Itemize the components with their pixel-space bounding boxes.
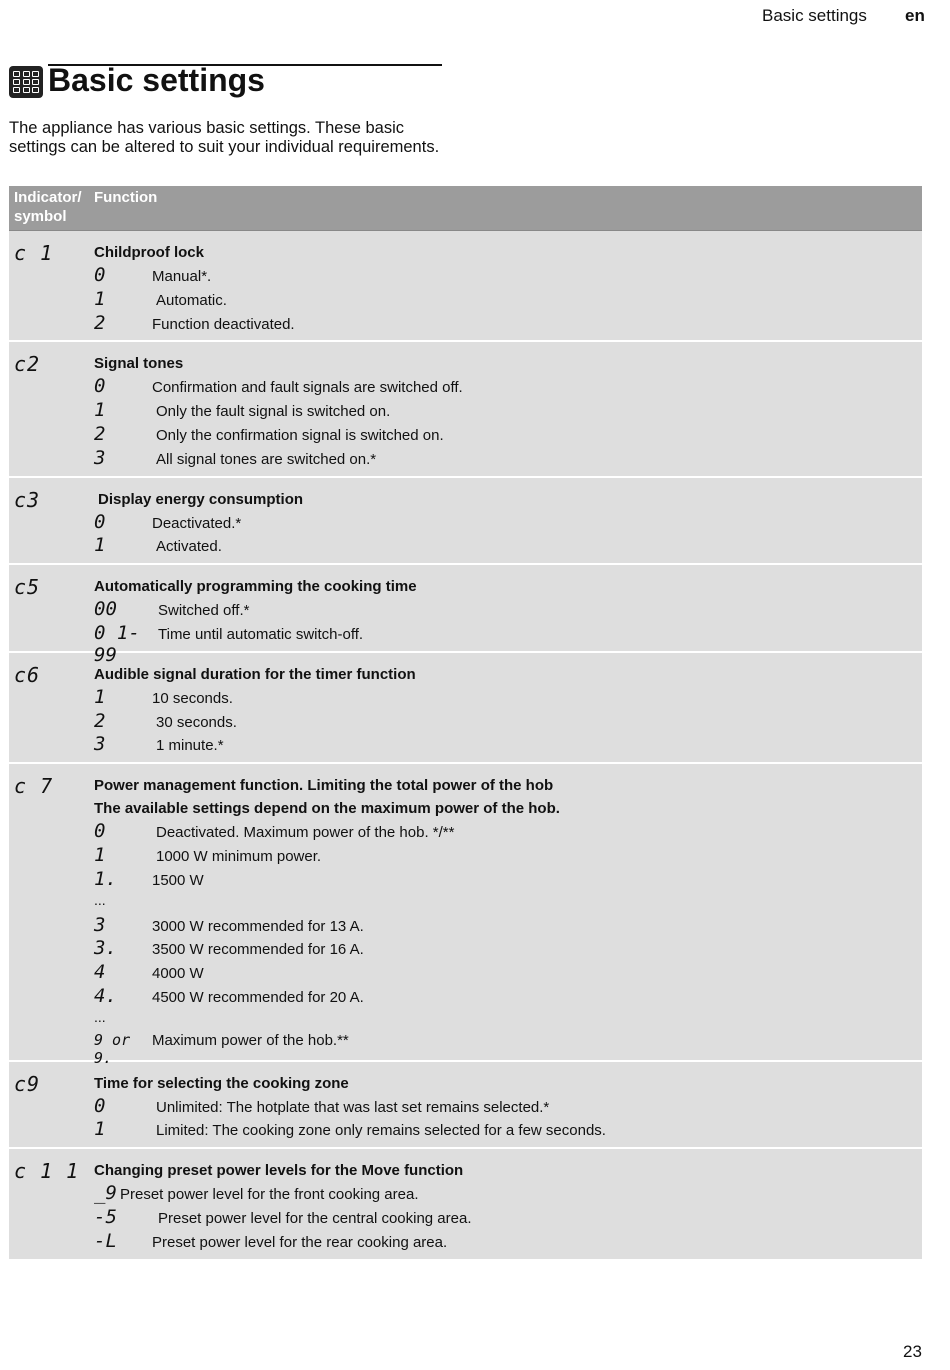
indicator-code: c6 bbox=[14, 662, 41, 687]
option-item bbox=[94, 264, 922, 288]
option-code: 3 bbox=[94, 733, 106, 756]
option-item bbox=[94, 937, 922, 961]
option-text: Time until automatic switch-off. bbox=[158, 625, 364, 643]
indicator-code: c2 bbox=[14, 352, 41, 377]
option-text: Limited: The cooking zone only remains selected for a few seconds. bbox=[156, 1122, 606, 1140]
function-title: Childproof lock bbox=[94, 244, 204, 261]
column-header-indicator: Indicator/ symbol bbox=[14, 189, 82, 225]
intro-paragraph: The appliance has various basic settings. These basic settings can be altered to suit your individual requirements. bbox=[9, 119, 440, 156]
option-text: Deactivated. Maximum power of the hob. */** bbox=[156, 824, 455, 842]
function-title: Signal tones bbox=[94, 355, 184, 373]
table-row bbox=[9, 565, 922, 666]
option-item bbox=[94, 1182, 922, 1206]
option-item bbox=[94, 985, 922, 1009]
option-code: 0 bbox=[94, 264, 106, 286]
indicator-code: c9 bbox=[14, 1071, 41, 1096]
option-item bbox=[94, 733, 922, 757]
option-code: 00 bbox=[94, 598, 117, 621]
option-code: _9 bbox=[94, 1182, 117, 1205]
option-code: 3 bbox=[94, 446, 106, 469]
option-text: Activated. bbox=[156, 538, 222, 556]
option-item bbox=[94, 686, 922, 710]
option-text: 10 seconds. bbox=[152, 689, 233, 707]
option-text: 3000 W recommended for 13 A. bbox=[152, 917, 364, 935]
page-number: 23 bbox=[903, 1342, 922, 1361]
option-text: 4500 W recommended for 20 A. bbox=[152, 988, 364, 1006]
option-item bbox=[94, 1118, 922, 1142]
option-code: -5 bbox=[94, 1205, 117, 1228]
indicator-code: c5 bbox=[14, 575, 41, 600]
option-code: -L bbox=[94, 1229, 117, 1252]
option-text: 30 seconds. bbox=[156, 713, 237, 731]
option-text: 4000 W bbox=[152, 965, 204, 983]
option-text: 1000 W minimum power. bbox=[156, 847, 322, 865]
option-item bbox=[94, 820, 922, 844]
option-item bbox=[94, 844, 922, 868]
option-item bbox=[94, 447, 922, 471]
option-text: Only the fault signal is switched on. bbox=[156, 403, 391, 421]
option-text: Manual*. bbox=[152, 268, 212, 285]
option-item bbox=[94, 288, 922, 312]
option-code: 1 bbox=[94, 399, 106, 422]
option-text: Function deactivated. bbox=[152, 315, 295, 333]
option-text: Switched off.* bbox=[158, 602, 250, 620]
indicator-code: c 7 bbox=[14, 774, 54, 799]
option-text: All signal tones are switched on.* bbox=[156, 450, 377, 468]
table-row bbox=[9, 478, 922, 566]
indicator-code: c 1 bbox=[14, 241, 54, 265]
function-subtitle: The available settings depend on the maximum power of the hob. bbox=[94, 800, 560, 818]
option-text: 1500 W bbox=[152, 871, 204, 889]
option-code: 4. bbox=[94, 984, 117, 1007]
function-title: Changing preset power levels for the Move function bbox=[94, 1162, 464, 1180]
option-item bbox=[94, 1206, 922, 1230]
settings-table bbox=[9, 186, 922, 1259]
function-title: Display energy consumption bbox=[98, 490, 304, 508]
option-code: 2 bbox=[94, 422, 106, 445]
option-code: 3. bbox=[94, 937, 117, 960]
ellipsis: ... bbox=[94, 891, 106, 908]
option-item bbox=[94, 399, 922, 423]
table-row bbox=[9, 764, 922, 1067]
column-header-function: Function bbox=[94, 189, 158, 206]
option-item bbox=[94, 511, 922, 535]
option-text: 3500 W recommended for 16 A. bbox=[152, 941, 364, 959]
page-title: Basic settings bbox=[48, 62, 265, 98]
option-code: 1 bbox=[94, 1118, 106, 1141]
option-text: Preset power level for the central cooking area. bbox=[158, 1209, 472, 1227]
indicator-code: c3 bbox=[14, 487, 41, 512]
option-item bbox=[94, 423, 922, 447]
option-text: Preset power level for the rear cooking area. bbox=[152, 1233, 448, 1251]
table-row bbox=[9, 1149, 922, 1258]
header-language: en bbox=[905, 6, 925, 25]
option-text: Unlimited: The hotplate that was last set remains selected.* bbox=[156, 1098, 550, 1116]
function-title: Power management function. Limiting the total power of the hob bbox=[94, 777, 554, 795]
settings-grid-icon bbox=[9, 66, 43, 98]
option-text: Deactivated.* bbox=[152, 514, 242, 532]
option-code: 0 bbox=[94, 375, 106, 398]
option-code: 0 bbox=[94, 820, 106, 843]
option-code: 0 bbox=[94, 1094, 106, 1117]
table-row bbox=[9, 653, 922, 764]
function-title: Automatically programming the cooking time bbox=[94, 578, 417, 596]
option-item bbox=[94, 1030, 922, 1067]
option-code: 9 or 9. bbox=[94, 1030, 131, 1067]
option-item bbox=[94, 1095, 922, 1119]
option-item bbox=[94, 375, 922, 399]
option-code: 4 bbox=[94, 961, 106, 984]
option-item bbox=[94, 621, 922, 666]
option-item bbox=[94, 1230, 922, 1254]
option-code: 0 1-99 bbox=[94, 621, 140, 666]
function-title: Time for selecting the cooking zone bbox=[94, 1074, 349, 1092]
option-code: 1 bbox=[94, 534, 106, 557]
option-code: 1 bbox=[94, 287, 106, 310]
option-text: Confirmation and fault signals are switched off. bbox=[152, 379, 463, 397]
table-row bbox=[9, 231, 922, 342]
option-code: 2 bbox=[94, 311, 106, 334]
option-item bbox=[94, 961, 922, 985]
option-item bbox=[94, 868, 922, 892]
option-code: 1. bbox=[94, 867, 117, 890]
option-text: Preset power level for the front cooking area. bbox=[120, 1186, 419, 1204]
table-row bbox=[9, 1062, 922, 1150]
option-item bbox=[94, 710, 922, 734]
option-text: 1 minute.* bbox=[156, 737, 224, 755]
option-item bbox=[94, 312, 922, 336]
table-header bbox=[9, 186, 922, 231]
option-item bbox=[94, 598, 922, 622]
option-code: 1 bbox=[94, 685, 106, 708]
table-row bbox=[9, 342, 922, 477]
header-section-title: Basic settings bbox=[762, 6, 867, 25]
option-text: Automatic. bbox=[156, 291, 227, 309]
option-item bbox=[94, 914, 922, 938]
function-title: Audible signal duration for the timer function bbox=[94, 665, 416, 683]
option-code: 2 bbox=[94, 709, 106, 732]
option-item bbox=[94, 534, 922, 558]
option-text: Maximum power of the hob.** bbox=[152, 1031, 349, 1049]
option-code: 0 bbox=[94, 510, 106, 533]
option-code: 1 bbox=[94, 843, 106, 866]
option-text: Only the confirmation signal is switched on. bbox=[156, 426, 444, 444]
indicator-code: c 1 1 bbox=[14, 1159, 80, 1184]
ellipsis: ... bbox=[94, 1008, 106, 1025]
option-code: 3 bbox=[94, 913, 106, 936]
